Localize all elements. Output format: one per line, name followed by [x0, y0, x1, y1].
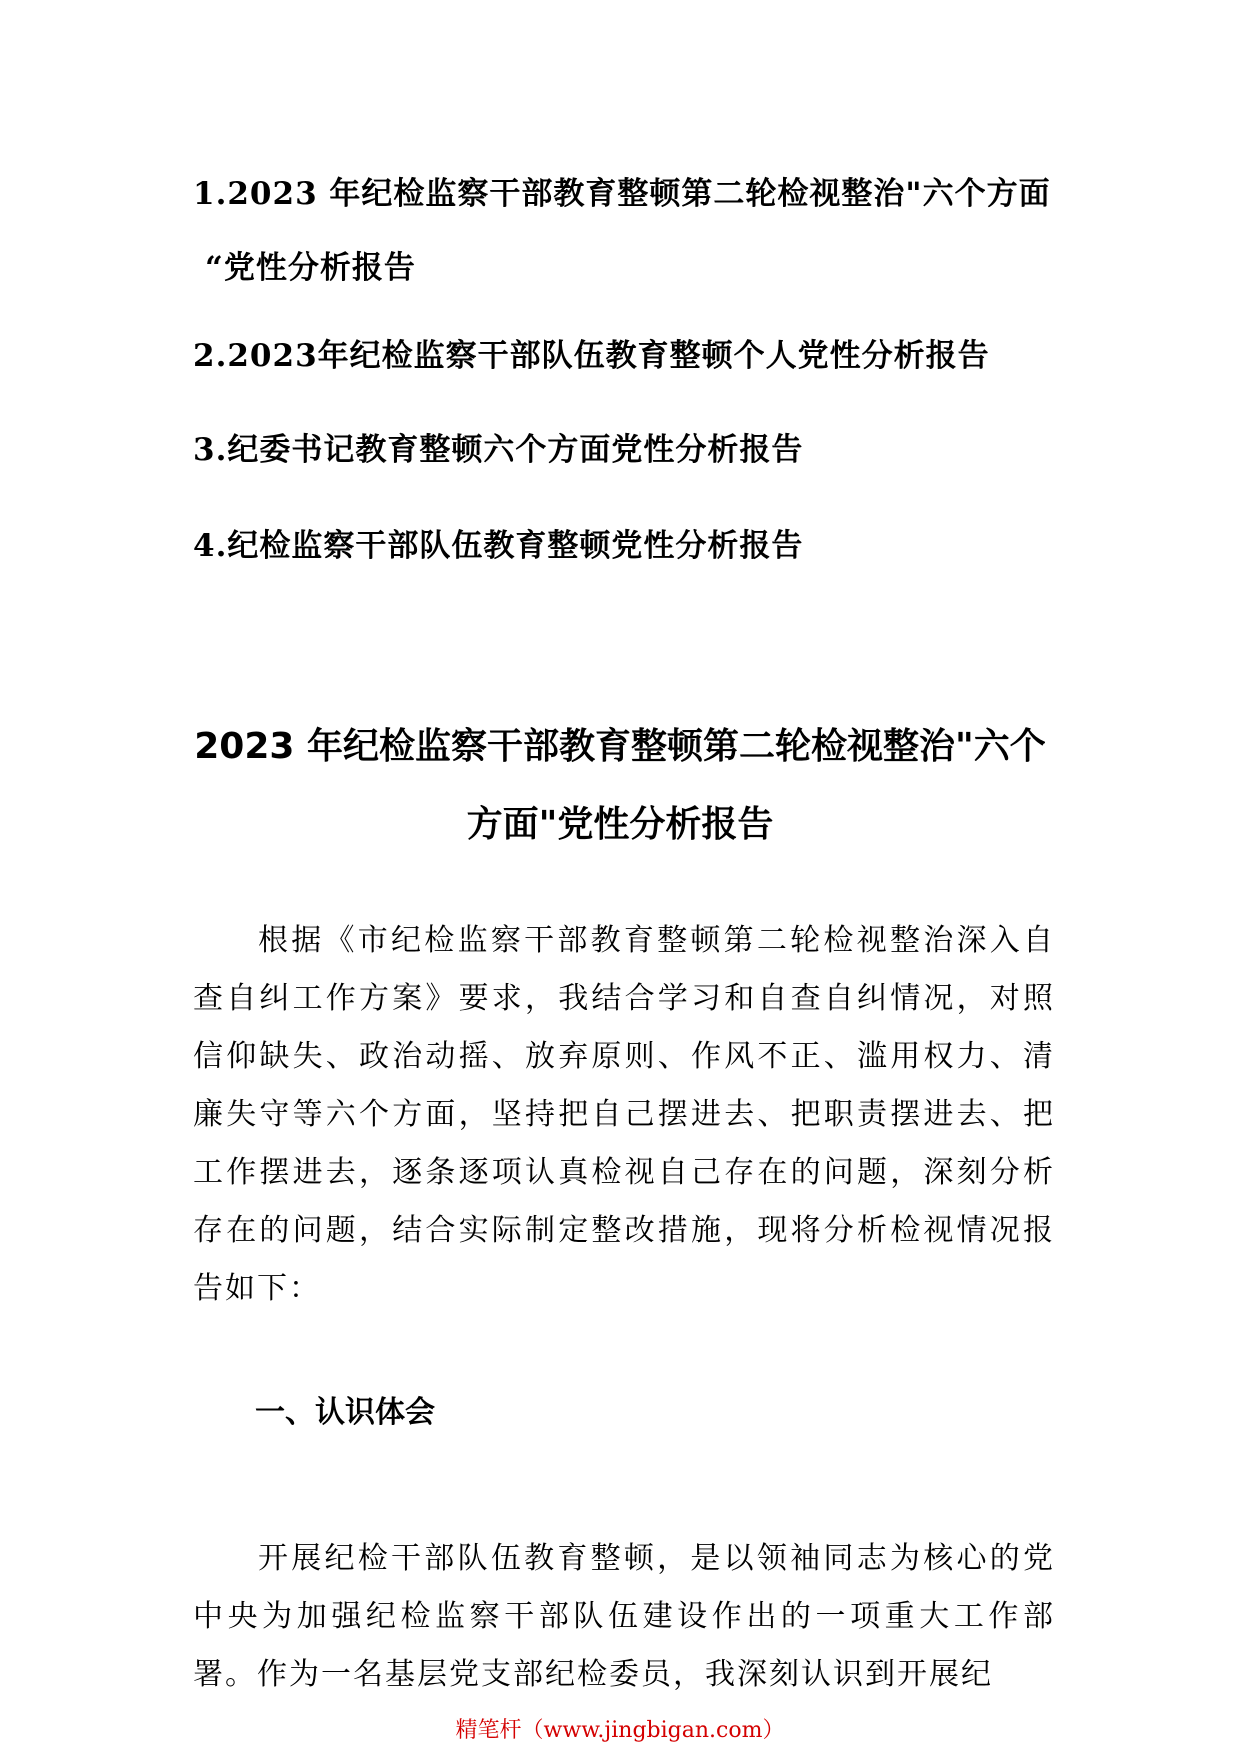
- document-title: [150, 708, 1090, 864]
- title-line-1: 2023 年纪检监察干部教育整顿第二轮检视整治"六个: [194, 726, 1046, 767]
- toc-item-2: 2.2023年纪检监察干部队伍教育整顿个人党性分析报告: [193, 338, 990, 374]
- footer-watermark: 精笔杆（www.jingbigan.com）: [455, 1718, 785, 1743]
- title-line-2: 方面"党性分析报告: [466, 804, 774, 845]
- toc-item-1: 1.2023 年纪检监察干部教育整顿第二轮检视整治"六个方面: [193, 176, 1051, 212]
- toc-item-4: 4.纪检监察干部队伍教育整顿党性分析报告: [193, 528, 804, 564]
- intro-paragraph: 根据《市纪检监察干部教育整顿第二轮检视整治深入自查自纠工作方案》要求，我结合学习和自查自纠情况，对照信仰缺失、政治动摇、放弃原则、作风不正、滥用权力、清廉失守等六个方面，坚持把自己摆进去、把职责摆进去、把工作摆进去，逐条逐项认真检视自己存在的问题，深刻分析存在的问题，结合实际制定整改措施，现将分析检视情况报告如下：: [193, 923, 1055, 1306]
- section-heading-1: 一、认识体会: [255, 1395, 435, 1430]
- toc-item-1-continued: “党性分析报告: [205, 250, 416, 286]
- toc-item-3: 3.纪委书记教育整顿六个方面党性分析报告: [193, 432, 804, 468]
- section-1-paragraph: 开展纪检干部队伍教育整顿，是以领袖同志为核心的党中央为加强纪检监察干部队伍建设作出的一项重大工作部署。作为一名基层党支部纪检委员，我深刻认识到开展纪: [193, 1541, 1055, 1692]
